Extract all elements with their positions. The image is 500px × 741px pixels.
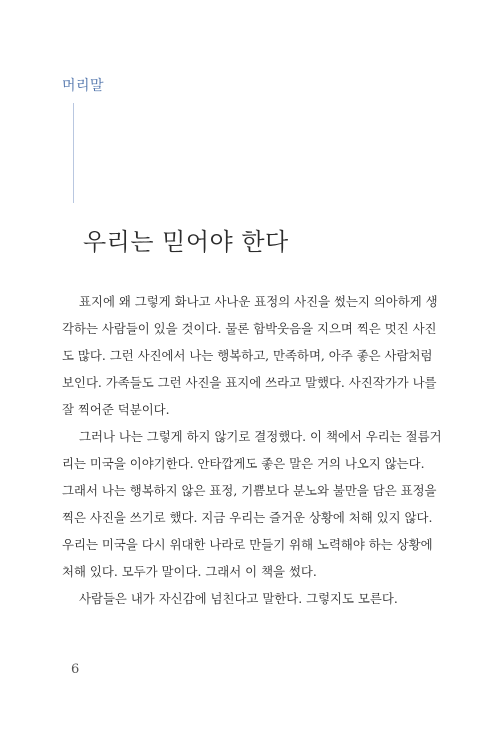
text-line: 처해 있다. 모두가 말이다. 그래서 이 책을 썼다. (62, 564, 317, 579)
text-line: 리는 미국을 이야기한다. 안타깝게도 좋은 말은 거의 나오지 않는다. (62, 456, 425, 471)
text-line: 잘 찍어준 덕분이다. (62, 402, 170, 417)
chapter-title: 우리는 믿어야 한다 (83, 228, 289, 256)
text-line: 그러나 나는 그렇게 하지 않기로 결정했다. 이 책에서 우리는 절름거 (79, 429, 442, 444)
body-text (62, 288, 442, 612)
section-label: 머리말 (62, 78, 105, 94)
text-line: 사람들은 내가 자신감에 넘친다고 말한다. 그렇지도 모른다. (79, 591, 398, 606)
text-line: 우리는 미국을 다시 위대한 나라로 만들기 위해 노력해야 하는 상황에 (62, 537, 433, 552)
text-line: 보인다. 가족들도 그런 사진을 표지에 쓰라고 말했다. 사진작가가 나를 (62, 375, 437, 390)
vertical-rule (73, 103, 74, 203)
page-number: 6 (71, 662, 80, 677)
text-line: 찍은 사진을 쓰기로 했다. 지금 우리는 즐거운 상황에 처해 있지 않다. (62, 510, 433, 525)
text-line: 각하는 사람들이 있을 것이다. 물론 함박웃음을 지으며 찍은 멋진 사진 (62, 321, 437, 336)
text-line: 그래서 나는 행복하지 않은 표정, 기쁨보다 분노와 불만을 담은 표정을 (62, 483, 437, 498)
text-line: 도 많다. 그런 사진에서 나는 행복하고, 만족하며, 아주 좋은 사람처럼 (62, 348, 433, 363)
text-line: 표지에 왜 그렇게 화나고 사나운 표정의 사진을 썼는지 의아하게 생 (79, 294, 438, 309)
